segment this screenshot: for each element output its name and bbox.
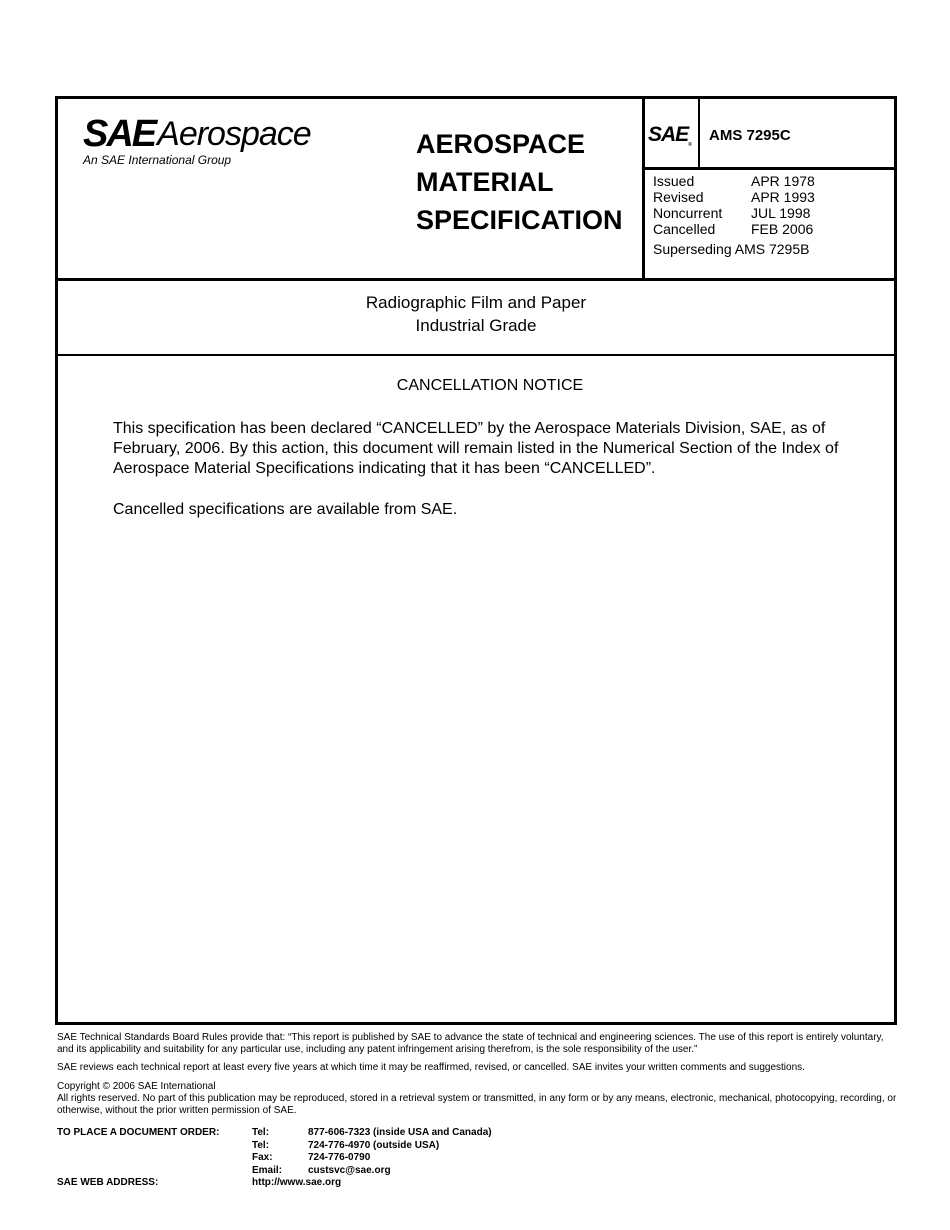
sae-small-logo: $SAE_®$ xyxy=(648,123,691,149)
date-value: APR 1978 xyxy=(751,173,815,189)
title-line-2: Industrial Grade xyxy=(415,316,537,335)
logo-sae: SAE xyxy=(83,113,156,155)
logo-aerospace: Aerospace xyxy=(157,115,311,153)
date-value: JUL 1998 xyxy=(751,205,811,221)
cancellation-paragraph: This specification has been declared “CANCELLED” by the Aerospace Materials Division, SAE, as of February, 2006. By this action, this document will remain listed in the Numerical Section of the Index of Aerospace Material Specifications indicating that it has been “CANCELLED”. xyxy=(113,420,839,477)
title-bottom-rule xyxy=(58,354,894,356)
contact-value: 724-776-4970 (outside USA) xyxy=(308,1139,440,1151)
date-row xyxy=(653,189,815,205)
date-row xyxy=(653,173,815,189)
superseding-note: Superseding AMS 7295B xyxy=(653,241,810,257)
document-number: AMS 7295C xyxy=(709,127,791,144)
contact-value: 877-606-7323 (inside USA and Canada) xyxy=(308,1127,492,1138)
date-label: Cancelled xyxy=(653,221,716,237)
availability-paragraph: Cancelled specifications are available from SAE. xyxy=(113,501,458,518)
contact-value: 724-776-0790 xyxy=(308,1152,371,1163)
order-row xyxy=(57,1127,492,1140)
date-label: Revised xyxy=(653,189,704,205)
order-info xyxy=(57,1127,492,1190)
email-link[interactable]: custsvc@sae.org xyxy=(308,1164,391,1176)
date-value: FEB 2006 xyxy=(751,221,814,237)
order-row xyxy=(57,1140,492,1153)
logo-tagline: An SAE International Group xyxy=(83,153,232,167)
footer-rules xyxy=(57,1032,902,1056)
order-row xyxy=(57,1152,492,1165)
contact-label: Email: xyxy=(252,1164,283,1176)
header-bottom-rule xyxy=(58,278,894,281)
contact-label: Fax: xyxy=(252,1152,273,1163)
date-table xyxy=(653,173,815,237)
title-line-1: Radiographic Film and Paper xyxy=(365,293,587,312)
web-address-link[interactable]: http://www.sae.org xyxy=(252,1177,342,1188)
order-row xyxy=(57,1165,492,1178)
footer-copyright xyxy=(57,1081,902,1117)
footer-review xyxy=(57,1062,902,1074)
contact-label: Tel: xyxy=(252,1127,270,1138)
date-label: Noncurrent xyxy=(653,205,723,221)
document-title xyxy=(58,291,894,337)
document-type xyxy=(416,125,623,239)
date-label: Issued xyxy=(653,173,695,189)
document-frame xyxy=(55,96,897,1025)
docnum-divider xyxy=(642,167,894,170)
web-label: SAE WEB ADDRESS: xyxy=(57,1177,159,1188)
rights-text: All rights reserved. No part of this publication may be reproduced, stored in a retrieval system or transmitted, in any form or by any means, electronic, mechanical, photocopying, recording, or otherwise, without the prior written permission of SAE. xyxy=(57,1093,897,1116)
date-value: APR 1993 xyxy=(751,189,815,205)
doc-type-line: MATERIAL xyxy=(416,167,554,197)
doc-type-line: SPECIFICATION xyxy=(416,205,623,235)
date-row xyxy=(653,205,815,221)
logo-cell-divider xyxy=(698,99,700,169)
sae-aerospace-logo xyxy=(83,113,311,167)
footer-rules-text: SAE Technical Standards Board Rules provide that: “This report is published by SAE to advance the state of technical and engineering sciences. The use of this report is entirely voluntary, and its applicability and suitability for any particular use, including any patent infringement arising therefrom, is the sole responsibility of the user.” xyxy=(57,1032,884,1055)
copyright-text: Copyright © 2006 SAE International xyxy=(57,1081,216,1092)
sae-small-logo-text: SAE xyxy=(648,123,689,146)
web-row xyxy=(57,1177,492,1190)
cancellation-heading: CANCELLATION NOTICE xyxy=(396,377,584,394)
date-row xyxy=(653,221,815,237)
doc-type-line: AEROSPACE xyxy=(416,129,586,159)
order-label: TO PLACE A DOCUMENT ORDER: xyxy=(57,1127,220,1138)
footer-review-text: SAE reviews each technical report at least every five years at which time it may be reaffirmed, revised, or cancelled. SAE invites your written comments and suggestions. xyxy=(57,1062,805,1073)
header-divider xyxy=(642,99,645,280)
contact-label: Tel: xyxy=(252,1139,270,1151)
